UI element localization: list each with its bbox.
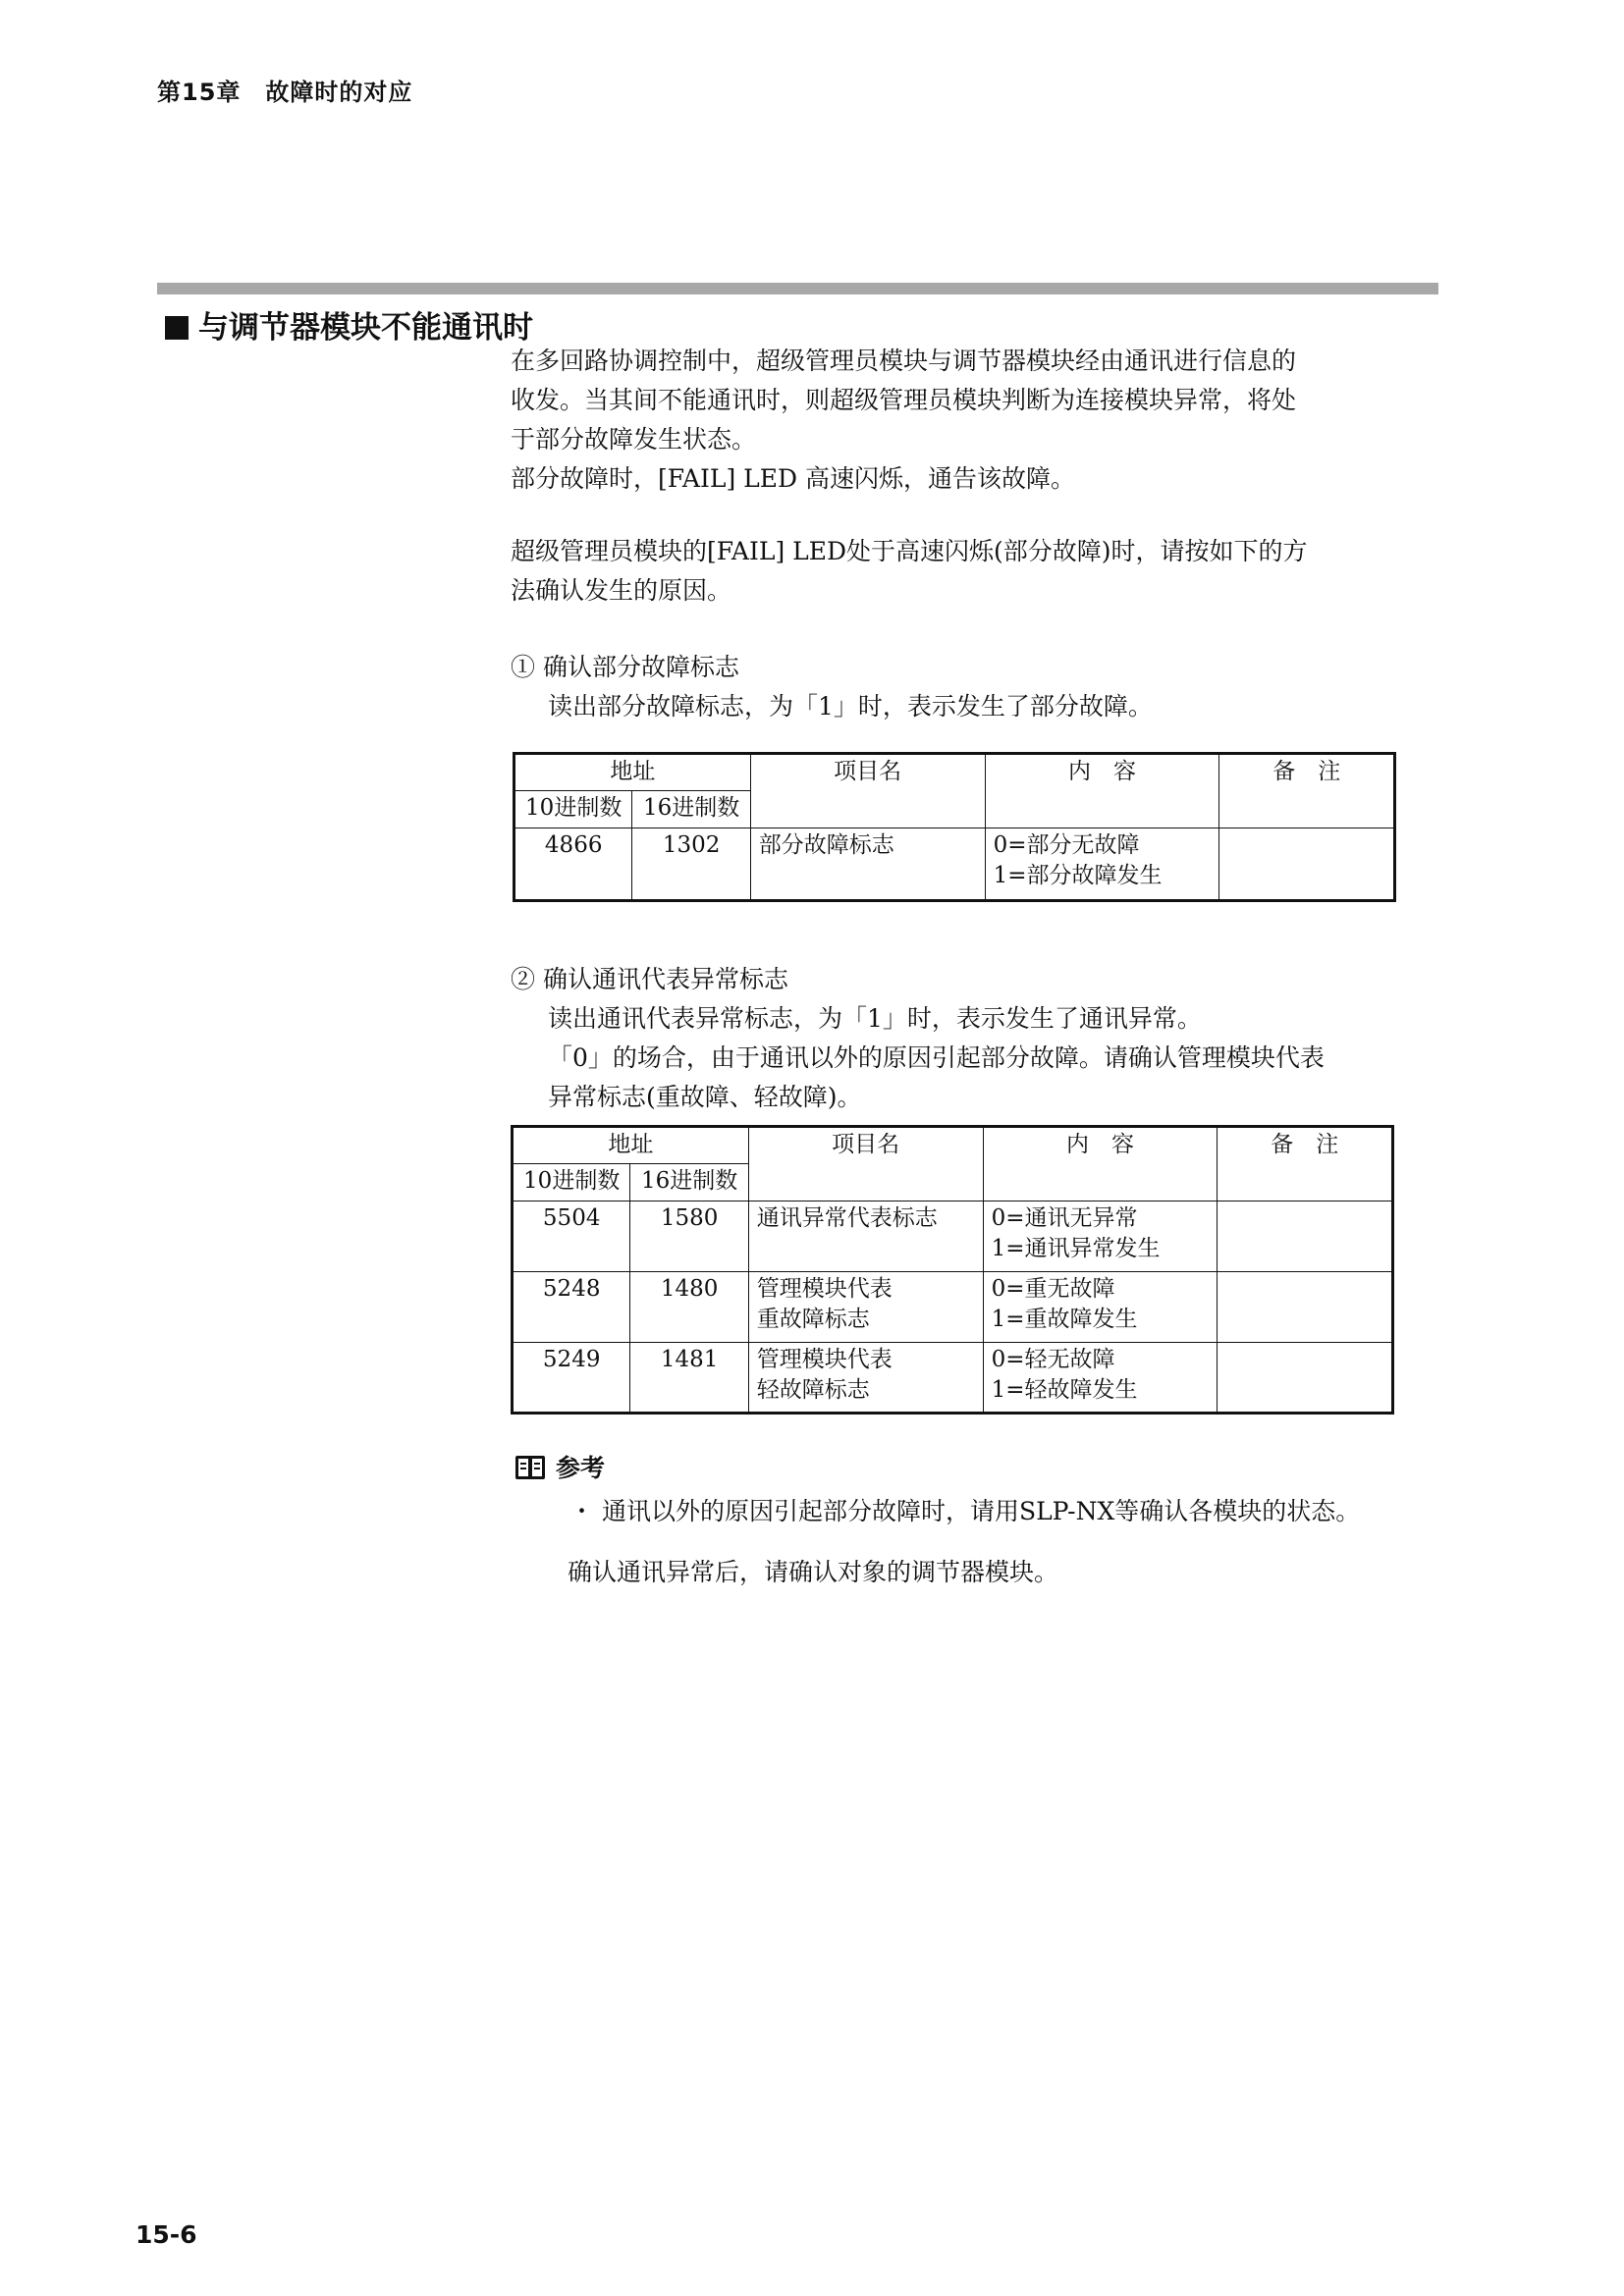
step2-desc-line: 异常标志(重故障、轻故障)。: [548, 1083, 862, 1111]
step2-title: ② 确认通讯代表异常标志: [511, 965, 788, 993]
cell-note: [1218, 1343, 1393, 1414]
section-title-text: 与调节器模块不能通讯时: [198, 310, 533, 346]
header-item: 项目名: [748, 1127, 983, 1201]
book-icon: [514, 1454, 546, 1481]
cell-hex: 1480: [630, 1272, 748, 1343]
header-hex: 16进制数: [630, 1164, 748, 1201]
comm-error-table: [511, 1125, 1394, 1415]
confirm-paragraph: [511, 532, 1308, 611]
partial-fault-table: [513, 752, 1396, 902]
intro-line: 于部分故障发生状态。: [511, 425, 757, 454]
table-row: [514, 828, 1395, 901]
header-hex: 16进制数: [632, 791, 750, 828]
step2-desc-line: 「0」的场合，由于通讯以外的原因引起部分故障。请确认管理模块代表: [548, 1043, 1325, 1072]
intro-line: 收发。当其间不能通讯时，则超级管理员模块判断为连接模块异常，将处: [511, 386, 1297, 414]
cell-dec: 4866: [514, 828, 632, 901]
cell-content: 0=重无故障 1=重故障发生: [983, 1272, 1218, 1343]
intro-paragraph: [511, 342, 1296, 499]
intro-line: 在多回路协调控制中，超级管理员模块与调节器模块经由通讯进行信息的: [511, 347, 1297, 375]
cell-dec: 5248: [513, 1272, 630, 1343]
step2-desc-line: 读出通讯代表异常标志，为「1」时，表示发生了通讯异常。: [548, 1004, 1202, 1033]
confirm-line: 法确认发生的原因。: [511, 576, 732, 605]
table-row: [513, 1201, 1393, 1272]
cell-content: 0=通讯无异常 1=通讯异常发生: [983, 1201, 1218, 1272]
reference-bullet: ・ 通讯以外的原因引起部分故障时，请用SLP-NX等确认各模块的状态。: [569, 1497, 1361, 1525]
header-dec: 10进制数: [514, 791, 632, 828]
step1-title: ① 确认部分故障标志: [511, 653, 739, 681]
header-note: 备 注: [1219, 754, 1395, 828]
table-row: [513, 1343, 1393, 1414]
cell-item: 管理模块代表 轻故障标志: [748, 1343, 983, 1414]
header-dec: 10进制数: [513, 1164, 630, 1201]
section-title: [165, 302, 533, 347]
reference-label: 参考: [556, 1454, 606, 1482]
cell-hex: 1302: [632, 828, 750, 901]
header-address: 地址: [514, 754, 751, 791]
step1-desc: 读出部分故障标志，为「1」时，表示发生了部分故障。: [548, 692, 1153, 721]
step2-desc: [548, 999, 1325, 1117]
chapter-header: 第15章 故障时的对应: [157, 79, 413, 106]
cell-hex: 1481: [630, 1343, 748, 1414]
header-note: 备 注: [1218, 1127, 1393, 1201]
table-row: [513, 1272, 1393, 1343]
section-divider: [157, 283, 1438, 294]
cell-note: [1219, 828, 1395, 901]
intro-line: 部分故障时，[FAIL] LED 高速闪烁，通告该故障。: [511, 464, 1076, 493]
cell-note: [1218, 1201, 1393, 1272]
reference-after-text: 确认通讯异常后，请确认对象的调节器模块。: [568, 1558, 1059, 1586]
cell-item: 通讯异常代表标志: [748, 1201, 983, 1272]
header-address: 地址: [513, 1127, 749, 1164]
black-square-icon: [165, 316, 189, 340]
page-number: 15-6: [135, 2220, 197, 2249]
cell-dec: 5249: [513, 1343, 630, 1414]
header-item: 项目名: [750, 754, 985, 828]
cell-dec: 5504: [513, 1201, 630, 1272]
cell-content: 0=轻无故障 1=轻故障发生: [983, 1343, 1218, 1414]
cell-hex: 1580: [630, 1201, 748, 1272]
cell-content: 0=部分无故障 1=部分故障发生: [985, 828, 1219, 901]
cell-note: [1218, 1272, 1393, 1343]
confirm-line: 超级管理员模块的[FAIL] LED处于高速闪烁(部分故障)时，请按如下的方: [511, 537, 1308, 565]
cell-item: 管理模块代表 重故障标志: [748, 1272, 983, 1343]
header-content: 内 容: [983, 1127, 1218, 1201]
cell-item: 部分故障标志: [750, 828, 985, 901]
header-content: 内 容: [985, 754, 1219, 828]
reference-heading: [514, 1449, 605, 1484]
